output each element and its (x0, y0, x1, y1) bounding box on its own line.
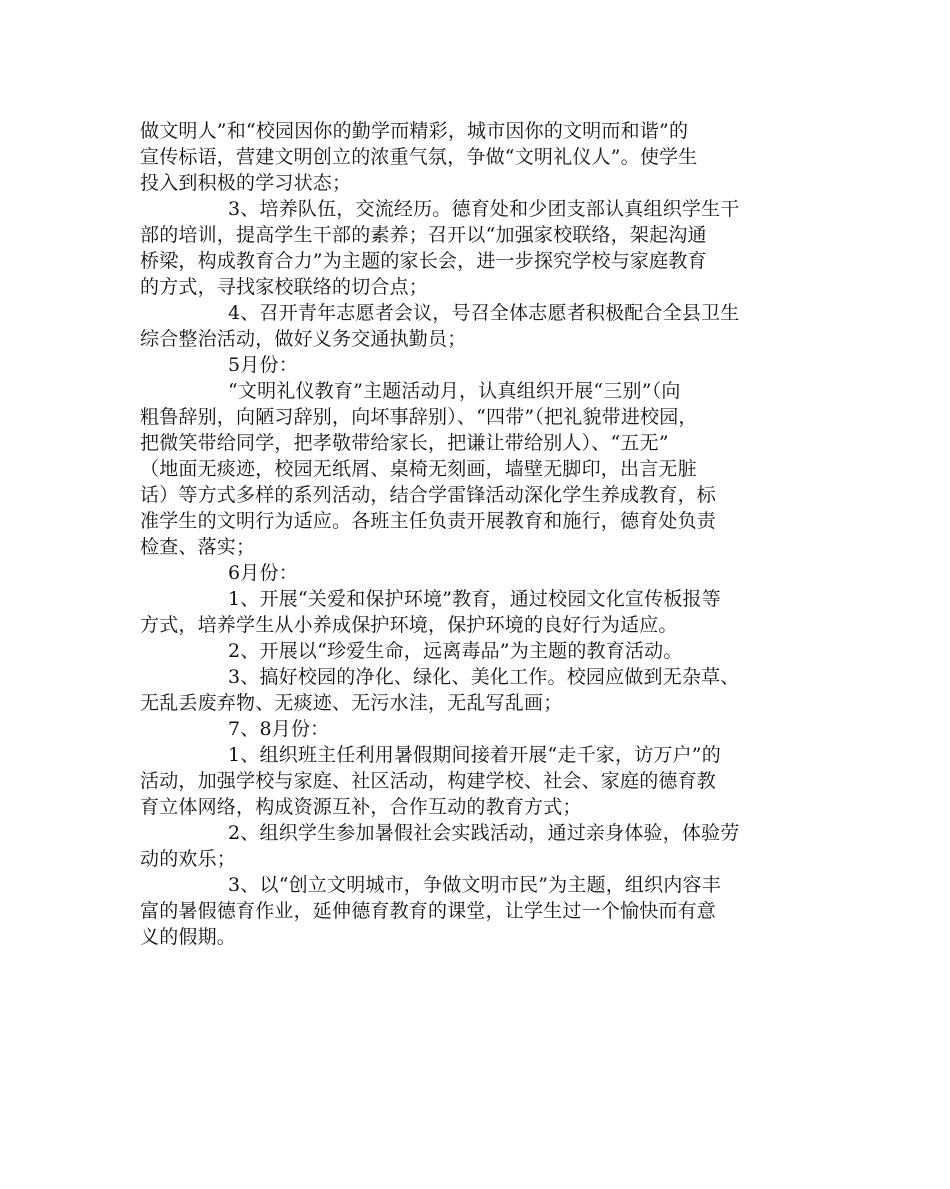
text-line: 4、召开青年志愿者会议，号召全体志愿者积极配合全县卫生 (228, 302, 740, 324)
text-line: 综合整治活动，做好义务交通执勤员； (140, 328, 467, 350)
text-line: 的方式，寻找家校联络的切合点； (140, 276, 429, 298)
text-line: 做文明人”和“校园因你的勤学而精彩，城市因你的文明而和谐”的 (140, 120, 689, 142)
text-line: 活动，加强学校与家庭、社区活动，构建学校、社会、家庭的德育教 (140, 770, 717, 792)
text-line: 把微笑带给同学，把孝敬带给家长，把谦让带给别人）、“五无” (140, 432, 669, 454)
text-line: 富的暑假德育作业，延伸德育教育的课堂，让学生过一个愉快而有意 (140, 900, 717, 922)
text-line: 3、以“创立文明城市，争做文明市民”为主题，组织内容丰 (228, 874, 721, 896)
text-line: 投入到积极的学习状态； (140, 172, 352, 194)
text-line: 无乱丢废弃物、无痰迹、无污水洼，无乱写乱画； (140, 692, 563, 714)
text-line: 桥梁，构成教育合力”为主题的家长会，进一步探究学校与家庭教育 (140, 250, 707, 272)
text-line: 方式，培养学生从小养成保护环境，保护环境的良好行为适应。 (140, 614, 678, 636)
document-body (140, 118, 820, 950)
text-line: 粗鲁辞别，向陋习辞别，向坏事辞别）、“四带”（把礼貌带进校园， (140, 406, 698, 428)
text-line: 1、开展“关爱和保护环境”教育，通过校园文化宣传板报等 (228, 588, 721, 610)
text-line: 准学生的文明行为适应。各班主任负责开展教育和施行，德育处负责 (140, 510, 717, 532)
text-line: 3、搞好校园的净化、绿化、美化工作。校园应做到无杂草、 (228, 666, 740, 688)
text-line: 7、8月份： (228, 718, 330, 740)
text-line: 5月份： (228, 354, 298, 376)
text-line: 话）等方式多样的系列活动，结合学雷锋活动深化学生养成教育，标 (140, 484, 717, 506)
text-line: “文明礼仪教育”主题活动月，认真组织开展“三别”（向 (228, 380, 681, 402)
text-line: 动的欢乐； (140, 848, 237, 870)
text-line: 2、开展以“珍爱生命，远离毒品”为主题的教育活动。 (228, 640, 683, 662)
text-line: 育立体网络，构成资源互补，合作互动的教育方式； (140, 796, 582, 818)
text-line: （地面无痰迹，校园无纸屑、桌椅无刻画，墙壁无脚印，出言无脏 (140, 458, 697, 480)
text-line: 部的培训，提高学生干部的素养；召开以“加强家校联络，架起沟通 (140, 224, 707, 246)
text-line: 2、组织学生参加暑假社会实践活动，通过亲身体验，体验劳 (228, 822, 740, 844)
text-line: 1、组织班主任利用暑假期间接着开展“走千家，访万户”的 (228, 744, 721, 766)
text-line: 6月份： (228, 562, 298, 584)
text-line: 3、培养队伍，交流经历。德育处和少团支部认真组织学生干 (228, 198, 740, 220)
text-line: 检查、落实； (140, 536, 256, 558)
text-line: 义的假期。 (140, 926, 237, 948)
text-line: 宣传标语，营建文明创立的浓重气氛，争做“文明礼仪人”。使学生 (140, 146, 698, 168)
